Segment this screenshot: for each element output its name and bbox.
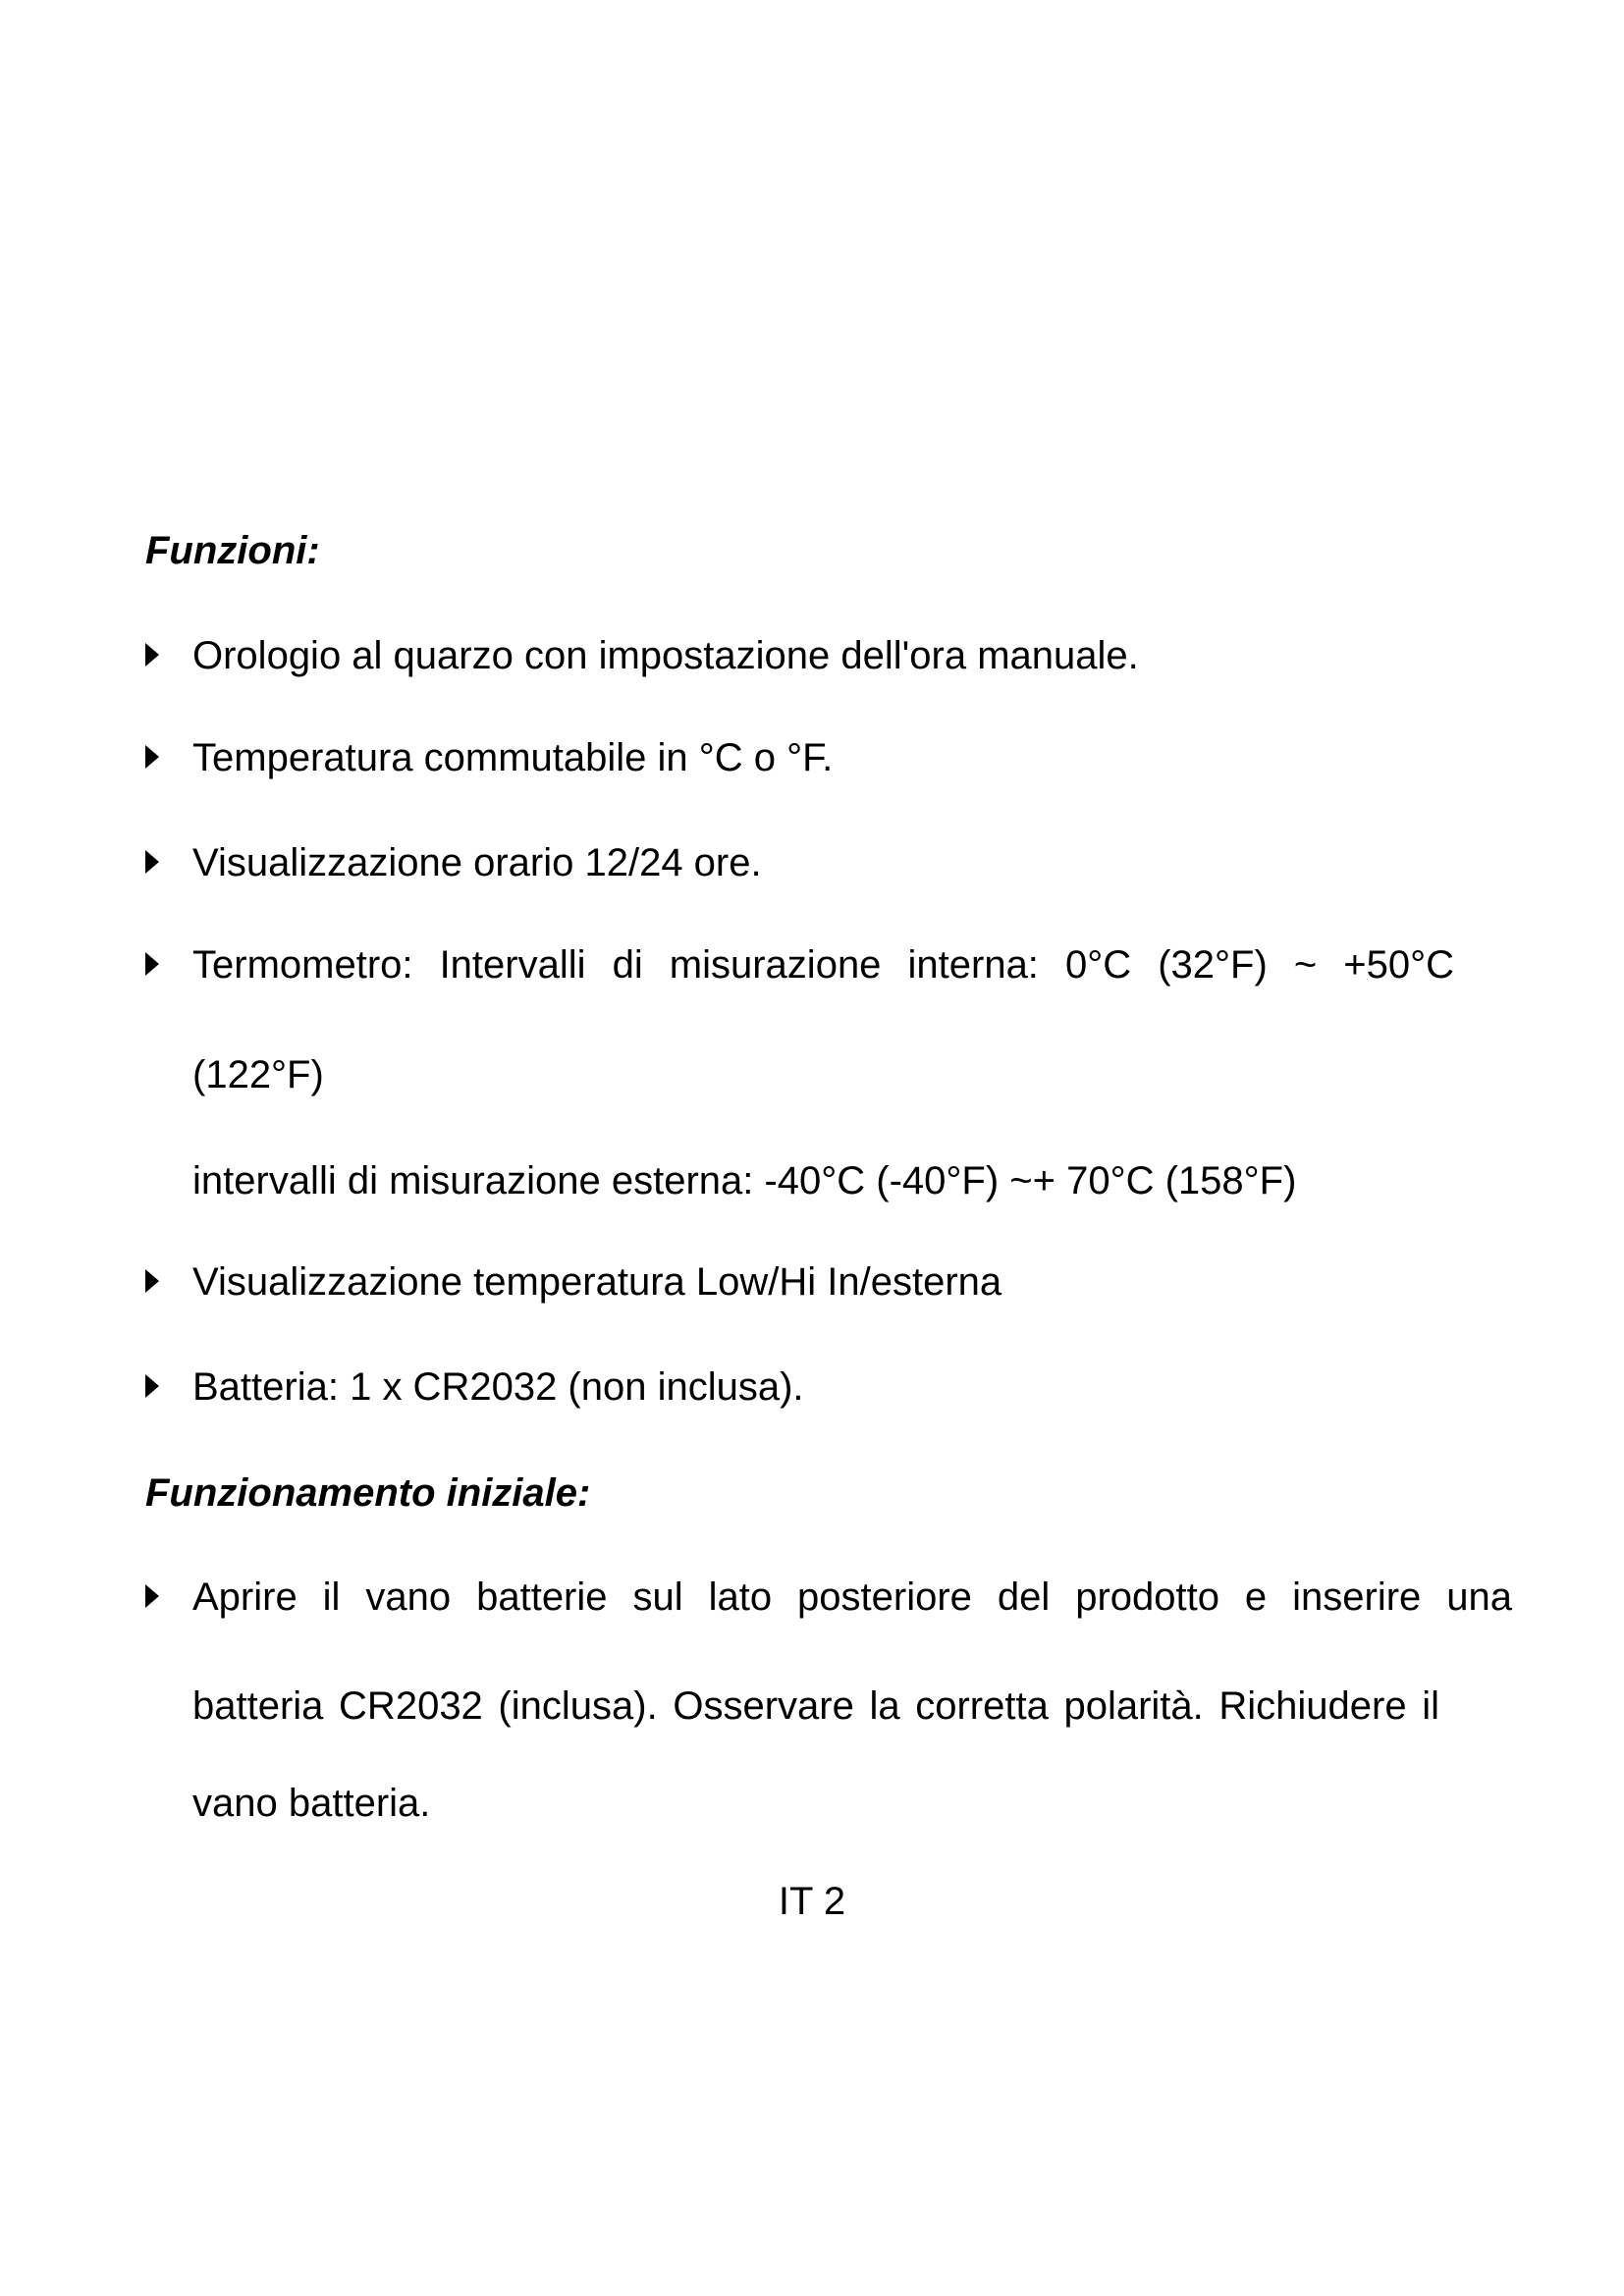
list-item-text: Aprire il vano batterie sul lato posteriore del prodotto e inserire una [192, 1575, 1512, 1619]
page-number: IT 2 [778, 1880, 846, 1923]
list-item-text-continuation: vano batteria. [192, 1782, 431, 1825]
list-item-text-continuation: batteria CR2032 (inclusa). Osservare la corretta polarità. Richiudere il [192, 1684, 1439, 1728]
list-item-text: Visualizzazione orario 12/24 ore. [192, 841, 762, 884]
bullet-arrow-icon [145, 1374, 159, 1398]
bullet-arrow-icon [145, 952, 159, 976]
bullet-arrow-icon [145, 1584, 159, 1608]
list-item-text-continuation: (122°F) [192, 1053, 324, 1096]
bullet-arrow-icon [145, 643, 159, 667]
list-item-text: Orologio al quarzo con impostazione dell'ora manuale. [192, 634, 1139, 677]
list-item-text: Batteria: 1 x CR2032 (non inclusa). [192, 1365, 804, 1409]
section-heading-funzioni: Funzioni: [145, 529, 320, 572]
bullet-arrow-icon [145, 745, 159, 769]
list-item-text: Temperatura commutabile in °C o °F. [192, 736, 834, 779]
section-heading-funzionamento-iniziale: Funzionamento iniziale: [145, 1471, 591, 1515]
bullet-arrow-icon [145, 1269, 159, 1293]
list-item-text: Termometro: Intervalli di misurazione interna: 0°C (32°F) ~ +50°C [192, 943, 1454, 987]
bullet-arrow-icon [145, 850, 159, 874]
list-item-text-continuation: intervalli di misurazione esterna: -40°C (-40°F) ~+ 70°C (158°F) [192, 1159, 1297, 1202]
list-item-text: Visualizzazione temperatura Low/Hi In/esterna [192, 1260, 1002, 1304]
